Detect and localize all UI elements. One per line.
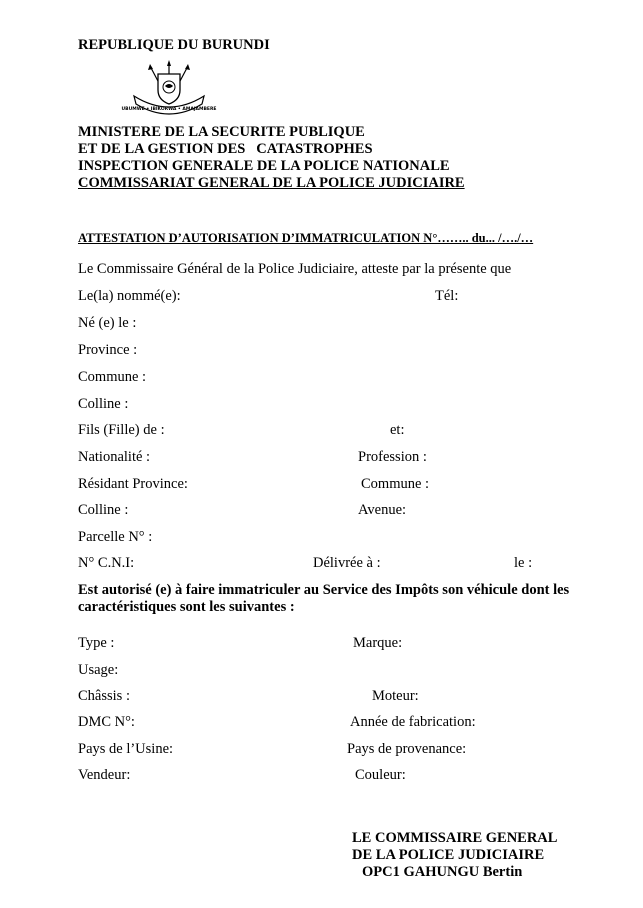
- field-couleur: Couleur:: [355, 767, 406, 783]
- signature-line-3: OPC1 GAHUNGU Bertin: [362, 864, 523, 880]
- signature-line-2: DE LA POLICE JUDICIAIRE: [352, 847, 545, 863]
- field-vendeur: Vendeur:: [78, 767, 131, 783]
- field-le: le :: [514, 555, 533, 571]
- intro-text: Le Commissaire Général de la Police Judiciaire, atteste par la présente que: [78, 261, 512, 277]
- field-tel: Tél:: [435, 288, 459, 304]
- field-province: Province :: [78, 342, 138, 358]
- field-residant-province: Résidant Province:: [78, 476, 188, 492]
- field-annee: Année de fabrication:: [350, 714, 476, 730]
- ministry-line-2: ET DE LA GESTION DES CATASTROPHES: [78, 141, 373, 157]
- field-nom: Le(la) nommé(e):: [78, 288, 181, 304]
- authorization-line-1: Est autorisé (e) à faire immatriculer au Service des Impôts son véhicule dont les: [78, 582, 570, 598]
- coat-of-arms-emblem: [121, 60, 217, 116]
- document-title: ATTESTATION D’AUTORISATION D’IMMATRICULATION N°…….. du... /…./…: [78, 231, 534, 245]
- authorization-line-2: caractéristiques sont les suivantes :: [78, 599, 295, 615]
- field-cni: N° C.N.I:: [78, 555, 135, 571]
- motto-text: UBUMWE • IBIKORWA • AMAJAMBERE: [121, 107, 217, 112]
- field-avenue: Avenue:: [358, 502, 407, 518]
- field-pays-provenance: Pays de provenance:: [347, 741, 467, 757]
- field-moteur: Moteur:: [372, 688, 419, 704]
- field-chassis: Châssis :: [78, 688, 130, 704]
- field-usage: Usage:: [78, 662, 119, 678]
- ministry-line-4: COMMISSARIAT GENERAL DE LA POLICE JUDICIAIRE: [78, 175, 465, 191]
- field-fils-de: Fils (Fille) de :: [78, 422, 165, 438]
- field-dmc: DMC N°:: [78, 714, 135, 730]
- field-residant-commune: Commune :: [361, 476, 430, 492]
- field-pays-usine: Pays de l’Usine:: [78, 741, 174, 757]
- field-delivree: Délivrée à :: [313, 555, 381, 571]
- field-ne-le: Né (e) le :: [78, 315, 137, 331]
- ministry-line-1: MINISTERE DE LA SECURITE PUBLIQUE: [78, 124, 365, 140]
- field-colline: Colline :: [78, 396, 129, 412]
- republic-heading: REPUBLIQUE DU BURUNDI: [78, 37, 270, 53]
- field-profession: Profession :: [358, 449, 427, 465]
- field-et: et:: [390, 422, 405, 438]
- field-type: Type :: [78, 635, 115, 651]
- field-residant-colline: Colline :: [78, 502, 129, 518]
- ministry-line-3: INSPECTION GENERALE DE LA POLICE NATIONALE: [78, 158, 450, 174]
- field-commune: Commune :: [78, 369, 147, 385]
- signature-line-1: LE COMMISSAIRE GENERAL: [352, 830, 558, 846]
- field-marque: Marque:: [353, 635, 403, 651]
- field-nationalite: Nationalité :: [78, 449, 151, 465]
- field-parcelle: Parcelle N° :: [78, 529, 153, 545]
